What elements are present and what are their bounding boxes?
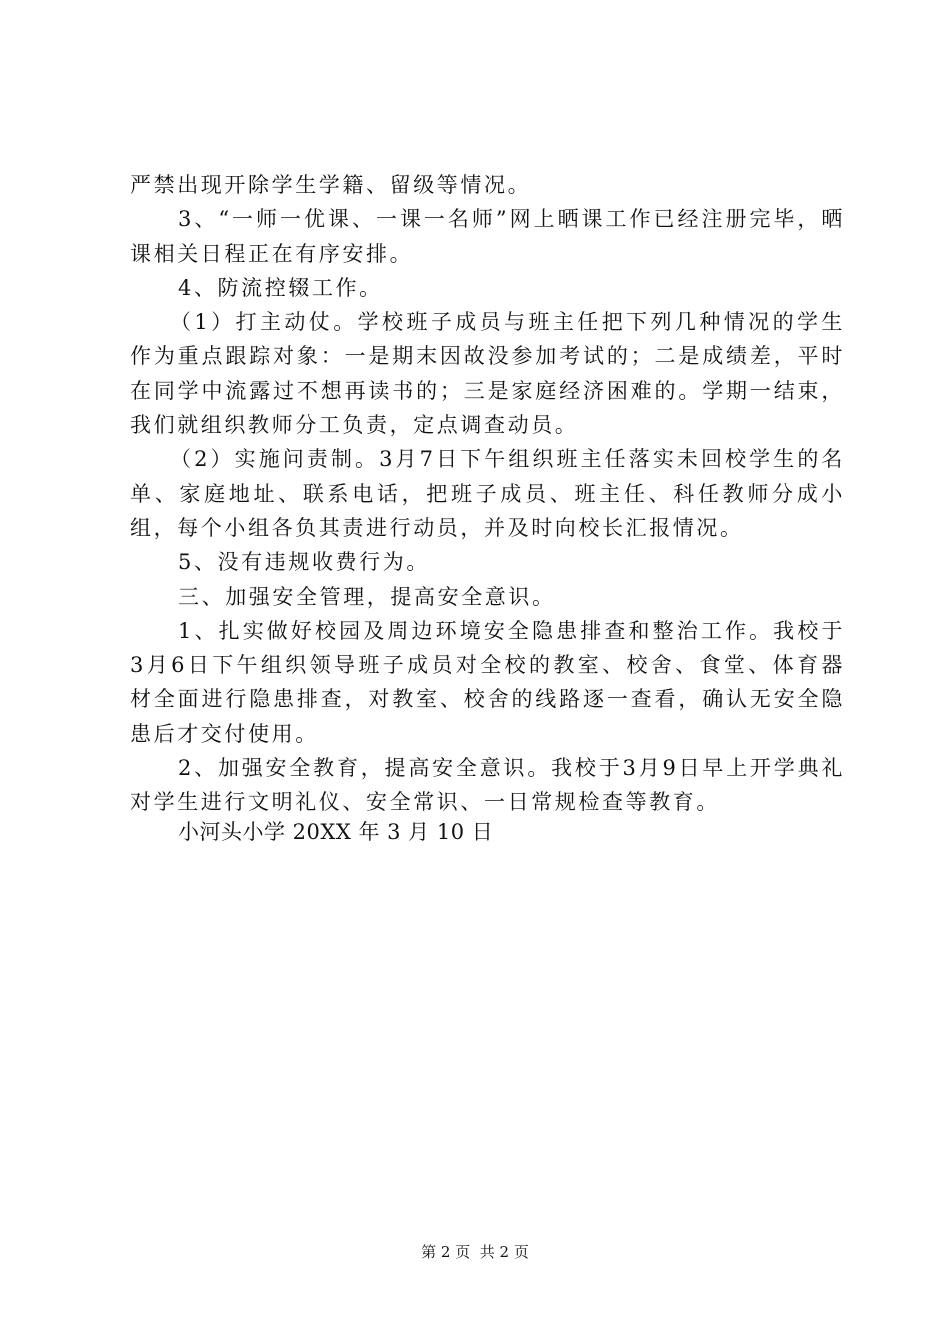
paragraph-no-fees: 5、没有违规收费行为。 xyxy=(178,550,430,575)
paragraph-accountability: （2）实施问责制。3月7日下午组织班主任落实未回校学生的名单、家庭地址、联系电话，把班子成员、班主任、科任教师分成小组，每个小组各负其责进行动员，并及时向校长汇报情况。 xyxy=(130,447,845,540)
paragraph-safety-education: 2、加强安全教育，提高安全意识。我校于3月9日早上开学典礼对学生进行文明礼仪、安全常识、一日常规检查等教育。 xyxy=(130,756,845,815)
page-footer: 第 2 页 共 2 页 xyxy=(421,1243,529,1261)
paragraph-expulsion: 严禁出现开除学生学籍、留级等情况。 xyxy=(130,173,532,197)
section-heading-safety: 三、加强安全管理，提高安全意识。 xyxy=(178,584,556,609)
paragraph-proactive: （1）打主动仗。学校班子成员与班主任把下列几种情况的学生作为重点跟踪对象：一是期末因故没参加考试的；二是成绩差，平时在同学中流露过不想再读书的；三是家庭经济困难的。学期一结束，我们就组织教师分工负责，定点调查动员。 xyxy=(130,310,845,438)
document-body xyxy=(130,168,845,820)
signature-date: 小河头小学 20XX 年 3 月 10 日 xyxy=(178,820,494,844)
paragraph-online-lessons: 3、“一师一优课、一课一名师”网上晒课工作已经注册完毕，晒课相关日程正在有序安排。 xyxy=(130,207,845,266)
paragraph-hazard-check: 1、扎实做好校园及周边环境安全隐患排查和整治工作。我校于3月6日下午组织领导班子成员对全校的教室、校舍、食堂、体育器材全面进行隐患排查，对教室、校舍的线路逐一查看，确认无安全隐患后才交付使用。 xyxy=(130,618,845,746)
paragraph-dropout-heading: 4、防流控辍工作。 xyxy=(178,275,383,300)
